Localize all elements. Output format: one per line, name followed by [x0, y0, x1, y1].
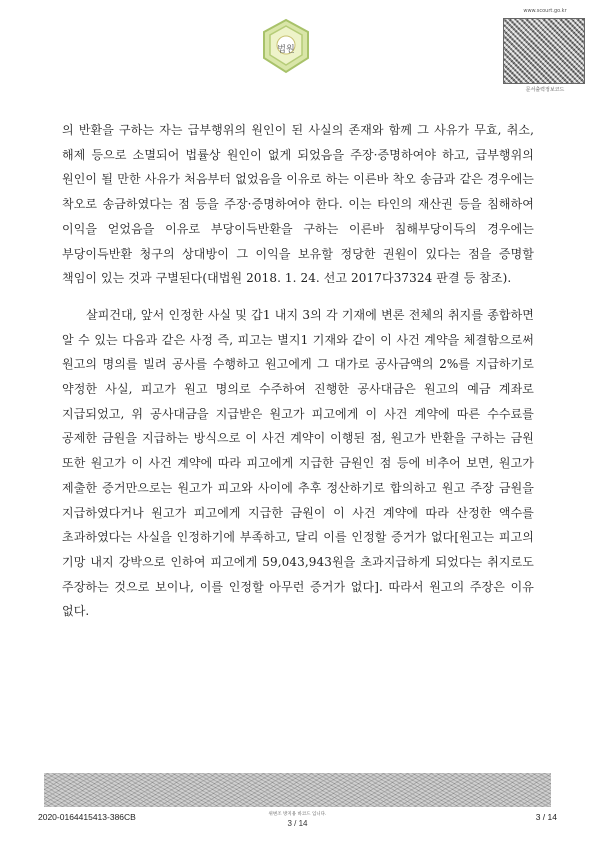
paragraph-2: 살피건대, 앞서 인정한 사실 및 갑1 내지 3의 각 기재에 변론 전체의 취지를 종합하면 알 수 있는 다음과 같은 사정 즉, 피고는 별지1 기재와 같이 이 사건 계약을 체결함으로써 원고의 명의를 빌려 공사를 수행하고 원고에게 그 대가로 공사금액의 2%를 지급하기로 약정한 사실, 피고가 원고 명의로 수주하여 진행한 공사대금은 원고의 예금 계좌로 지급되었고, 위 공사대금을 지급받은 원고가 피고에게 이 사건 계약에 따른 수수료를 공제한 금원을 지급하는 방식으로 이 사건 계약이 이행된 점, 원고가 반환을 구하는 금원 또한 원고가 이 사건 계약에 따라 피고에게 지급한 금원인 점 등에 비추어 보면, 원고가 제출한 증거만으로는 원고가 피고와 사이에 추후 정산하기로 합의하고 원고 주장 금원을 지급하였다거나 원고가 피고에게 지급한 금원이 이 사건 계약에 따라 산정한 액수를 초과하였다는 사실을 인정하기에 부족하고, 달리 이를 인정할 증거가 없다[원고는 피고의 기망 내지 강박으로 인하여 피고에게 59,043,943원을 초과지급하게 되었다는 취지로도 주장하는 것으로 보이나, 이를 인정할 아무런 증거가 없다]. 따라서 원고의 주장은 이유 없다.	[62, 307, 534, 619]
qr-code	[503, 18, 585, 84]
page-number-right: 3 / 14	[535, 812, 557, 822]
qr-url-text: www.scourt.go.kr	[523, 8, 567, 14]
anti-forgery-barcode	[44, 773, 551, 807]
qr-caption: 문서출력정보코드	[525, 87, 565, 93]
document-id: 2020-0164415413-386CB	[38, 812, 136, 822]
paragraph-1: 의 반환을 구하는 자는 급부행위의 원인이 된 사실의 존재와 함께 그 사유가 무효, 취소, 해제 등으로 소멸되어 법률상 원인이 없게 되었음을 주장·증명하여야 하고, 급부행위의 원인이 될 만한 사유가 처음부터 없었음을 이유로 하는 이른바 착오 송금과 같은 경우에는 착오로 송금하였다는 점 등을 주장·증명하여야 한다. 이는 타인의 재산권 등을 침해하여 이익을 얻었음을 이유로 부당이득반환을 구하는 이른바 침해부당이득의 경우에는 부당이득반환 청구의 상대방이 그 이익을 보유할 정당한 권원이 있다는 점을 증명할 책임이 있는 것과 구별된다(대법원 2018. 1. 24. 선고 2017다37324 판결 등 참조).	[62, 123, 534, 286]
emblem-label: 법원	[277, 45, 295, 55]
barcode-note: 위변조 방지용 바코드 입니다.	[268, 812, 327, 817]
page-number-center: 3 / 14	[287, 819, 308, 828]
document-body	[62, 118, 534, 624]
